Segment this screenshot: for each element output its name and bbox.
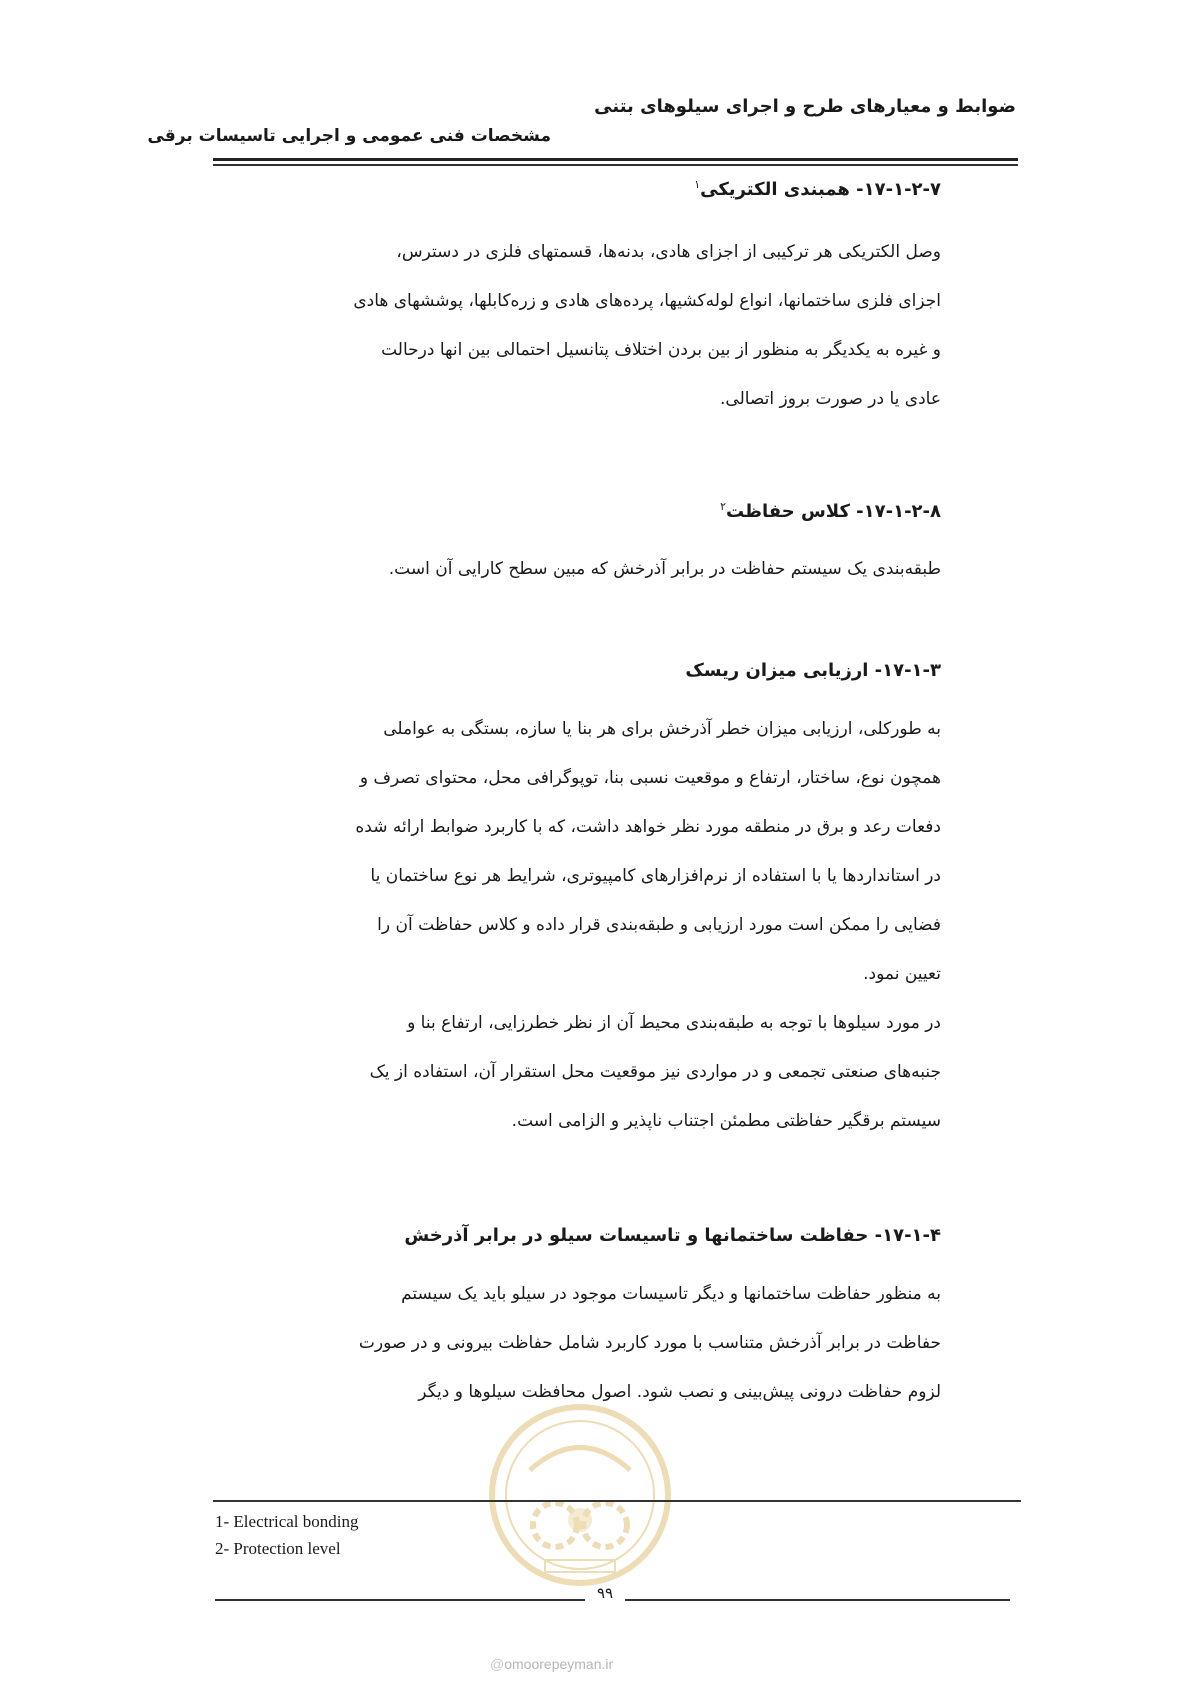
paragraph-risk-assessment [233,705,941,1146]
text-line: در مورد سیلوها با توجه به طبقه‌بندی محیط آن از نظر خطرزایی، ارتفاع بنا و [407,1013,941,1033]
seal-logo-icon [485,1400,675,1590]
section-heading-protection-class [720,500,941,522]
footnote-ref: ۲ [720,500,726,513]
text-line: تعیین نمود. [863,964,941,984]
paragraph-bonding [233,228,941,424]
bottom-rule-right [625,1599,1010,1601]
text-line: و غیره به یکدیگر به منظور از بین بردن اختلاف پتانسیل احتمالی بین انها درحالت [381,340,941,360]
text-line: جنبه‌های صنعتی تجمعی و در مواردی نیز موقعیت محل استقرار آن، استفاده از یک [369,1062,941,1082]
at-icon: @ [490,1656,505,1672]
paragraph-lightning-protection [233,1270,941,1417]
footnotes [215,1508,359,1562]
text-line: فضایی را ممکن است مورد ارزیابی و طبقه‌بندی قرار داده و کلاس حفاظت آن را [377,915,941,935]
section-heading-lightning-protection [404,1225,941,1246]
bottom-rule-left [215,1599,585,1601]
text-line: سیستم برقگیر حفاظتی مطمئن اجتناب ناپذیر و الزامی است. [511,1111,941,1131]
text-line: لزوم حفاظت درونی پیش‌بینی و نصب شود. اصول محافظت سیلوها و دیگر [418,1382,941,1402]
text-line: همچون نوع، ساختار، ارتفاع و موقعیت نسبی بنا، توپوگرافی محل، محتوای تصرف و [359,768,941,788]
text-line: اجزای فلزی ساختمانها، انواع لوله‌کشیها، پرده‌های هادی و زره‌کابلها، پوششهای هادی [353,291,941,311]
heading-text: ۱۷-۱-۲-۷- همبندی الکتریکی [700,179,941,200]
heading-text: ۱۷-۱-۴- حفاظت ساختمانها و تاسیسات سیلو در برابر آذرخش [404,1225,941,1246]
text-line: وصل الکتریکی هر ترکیبی از اجزای هادی، بدنه‌ها، قسمتهای فلزی در دسترس، [396,242,941,262]
header-rule [213,158,1018,161]
running-header-book-title: ضوابط و معیارهای طرح و اجرای سیلوهای بتنی [594,96,1016,117]
heading-text: ۱۷-۱-۲-۸- کلاس حفاظت [725,501,941,522]
text-line: حفاظت در برابر آذرخش متناسب با مورد کاربرد شامل حفاظت بیرونی و در صورت [358,1333,941,1353]
footnote-rule [213,1500,1021,1502]
text-line: به منظور حفاظت ساختمانها و دیگر تاسیسات موجود در سیلو باید یک سیستم [401,1284,941,1304]
text-line: عادی یا در صورت بروز اتصالی. [720,389,941,409]
header-rule-secondary [213,164,1018,166]
footnote-2: 2- Protection level [215,1539,341,1558]
footnote-1: 1- Electrical bonding [215,1512,359,1531]
text-line: طبقه‌بندی یک سیستم حفاظت در برابر آذرخش که مبین سطح کارایی آن است. [388,559,941,579]
text-line: دفعات رعد و برق در منطقه مورد نظر خواهد داشت، که با کاربرد ضوابط ارائه شده [355,817,941,837]
running-header-volume-title: مشخصات فنی عمومی و اجرایی تاسیسات برقی [147,126,551,146]
watermark-url [490,1656,613,1672]
text-line: به طورکلی، ارزیابی میزان خطر آذرخش برای هر بنا یا سازه، بستگی به عواملی [383,719,941,739]
footnote-ref: ۱ [694,178,701,191]
watermark-url-text: omoorepeyman.ir [504,1656,614,1672]
section-heading-risk-assessment [685,660,941,681]
heading-text: ۱۷-۱-۳- ارزیابی میزان ریسک [685,660,941,681]
section-heading-bonding [694,178,941,200]
text-line: در استانداردها یا با استفاده از نرم‌افزارهای کامپیوتری، شرایط هر نوع ساختمان یا [370,866,941,886]
paragraph-protection-class [233,545,941,594]
page-number: ۹۹ [596,1584,614,1602]
